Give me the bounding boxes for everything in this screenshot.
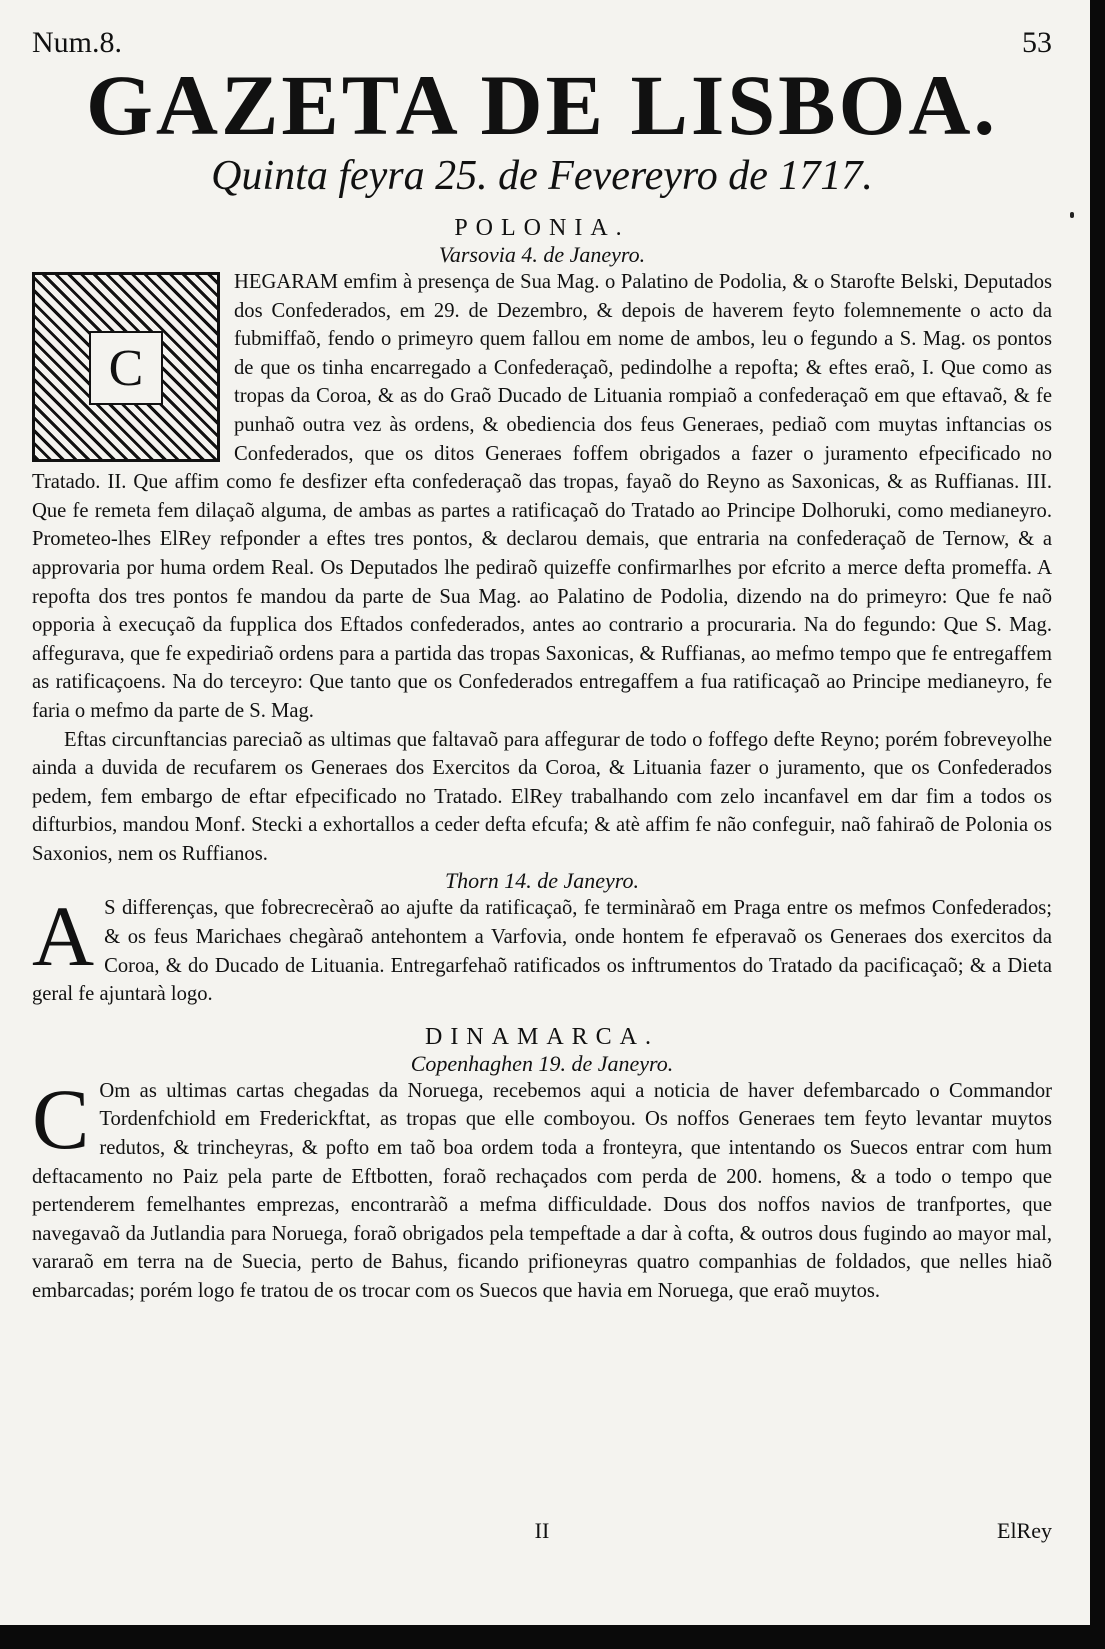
signature-mark: II	[534, 1518, 550, 1543]
issue-number: Num.8.	[32, 26, 122, 59]
section-title-polonia: POLONIA.	[454, 215, 630, 241]
place-copenhaghen: Copenhaghen 19. de Janeyro.	[410, 1050, 674, 1076]
article-varsovia	[32, 268, 1052, 868]
section-title-dinamarca: DINAMARCA.	[424, 1023, 659, 1050]
place-thorn: Thorn 14. de Janeyro.	[444, 868, 640, 894]
page-footer	[32, 1518, 1052, 1548]
dateline: Quinta feyra 25. de Fevereyro de 1717.	[211, 153, 873, 199]
dropcap-letter: C	[32, 1070, 90, 1167]
paragraph: HEGARAM emfim à presença de Sua Mag. o Palatino de Podolia, & o Starofte Belski, Deputados dos Confederados, em 29. de Dezembro, & depois de haverem feyto folemnemente o acto da fubmiffaõ, fendo o primeyro quem fallou em nome de ambos, leu o fegundo a S. Mag. os pontos de que os tinha encarregado a Confederaçaõ, pedindolhe a repofta; & eftes eraõ, I. Que como as tropas da Coroa, & as do Graõ Ducado de Lituania rompiaõ a confederaçaõ em que eftavaõ, & fe punhaõ outra vez às ordens, & obediencia dos feus Generaes, pediaõ com muytas inftancias os Confederados, que os ditos Generaes foffem obrigados a fazer o juramento efpecificado no Tratado. II. Que affim como fe desfizer efta confederaçaõ das tropas, fayaõ do Reyno as Saxonicas, & as Ruffianas. III. Que fe remeta fem dilaçaõ alguma, de ambas as partes a ratificaçaõ do Tratado ao Principe Dolhoruki, como medianeyro. Prometeo-lhes ElRey refponder a eftes tres pontos, & declarou demais, que entraria na confederaçaõ de Ternow, & a approvaria por huma ordem Real. Os Deputados lhe pediraõ quizeffe confirmarlhes por efcrito a merce defta promeffa. A repofta dos tres pontos fe mandou da parte de Sua Mag. ao Palatino de Podolia, dizendo na do primeyro: Que fe naõ opporia à execuçaõ da fupplica dos Eftados confederados, antes ao contrario a procuraria. Na do fegundo: Que S. Mag. affegurava, que fe expediriaõ ordens para a partida das tropas Saxonicas, & Ruffianas, ao mefmo tempo que fe entregaffem as ratificaçoens. Na do terceyro: Que tanto que os Confederados entregaffem a fua ratificaçaõ ao Principe medianeyro, fe faria o mefmo da parte de S. Mag.	[32, 271, 1052, 722]
dropcap-letter: A	[32, 888, 95, 985]
article-thorn	[32, 888, 1052, 1008]
dropcap-letter: C	[89, 331, 163, 405]
catchword: ElRey	[997, 1518, 1052, 1543]
paragraph: Eftas circunftancias pareciaõ as ultimas que faltavaõ para affegurar de todo o foffego defte Reyno; porém fobreveyolhe ainda a duvida de recufarem os Generaes dos Exercitos da Coroa, & Lituania fazer o juramento, que os Confederados pedem, fem embargo de eftar efpecificado no Tratado. ElRey trabalhando com zelo incanfavel em dar fim a todos os difturbios, mandou Monf. Stecki a exhortallos a ceder defta efcufa; & atè affim fe não confeguir, naõ fahiraõ de Polonia os Saxonios, nem os Ruffianos.	[32, 728, 1052, 865]
paragraph: Om as ultimas cartas chegadas da Noruega, recebemos aqui a noticia de haver defembarcado o Commandor Tordenfchiold em Frederickftat, as tropas que elle comboyou. Os noffos Generaes tem feyto levantar muytos redutos, & trincheyras, & pofto em taõ boa ordem toda a fronteyra, que intentando os Suecos entrar com hum deftacamento no Paiz pela parte de Eftbotten, foraõ rechaçados com perda de 200. homens, & a todo o tempo que pertenderem femelhantes emprezas, encontraràõ a mefma difficuldade. Dous dos noffos navios de tranfportes, que navegavaõ da Jutlandia para Noruega, foraõ obrigados pela tempeftade a dar à cofta, & outros dous fugindo ao mayor mal, vararaõ em terra na de Suecia, perto de Bahus, ficando prifioneyras quatro companhias de foldados, que nelles hiaõ embarcadas; porém logo fe tratou de os trocar com os Suecos que havia em Noruega, que eraõ muytos.	[32, 1079, 1052, 1302]
masthead-title: GAZETA DE LISBOA.	[85, 57, 999, 153]
print-speck	[1070, 212, 1074, 218]
page-number: 53	[1022, 26, 1052, 59]
place-varsovia: Varsovia 4. de Janeyro.	[438, 242, 646, 267]
article-copenhaghen	[32, 1070, 1052, 1306]
paragraph: S differenças, que fobrecrecèraõ ao ajufte da ratificaçaõ, fe terminàraõ em Praga entre os mefmos Confederados; & os feus Marichaes chegàraõ antehontem a Varfovia, onde hontem fe efperavaõ os Generaes dos exercitos da Coroa, & do Ducado de Lituania. Entregarfehaõ ratificados os inftrumentos do Tratado da pacificaçaõ; & a Dieta geral fe ajuntarà logo.	[32, 897, 1052, 1006]
ornamental-dropcap	[32, 272, 220, 462]
